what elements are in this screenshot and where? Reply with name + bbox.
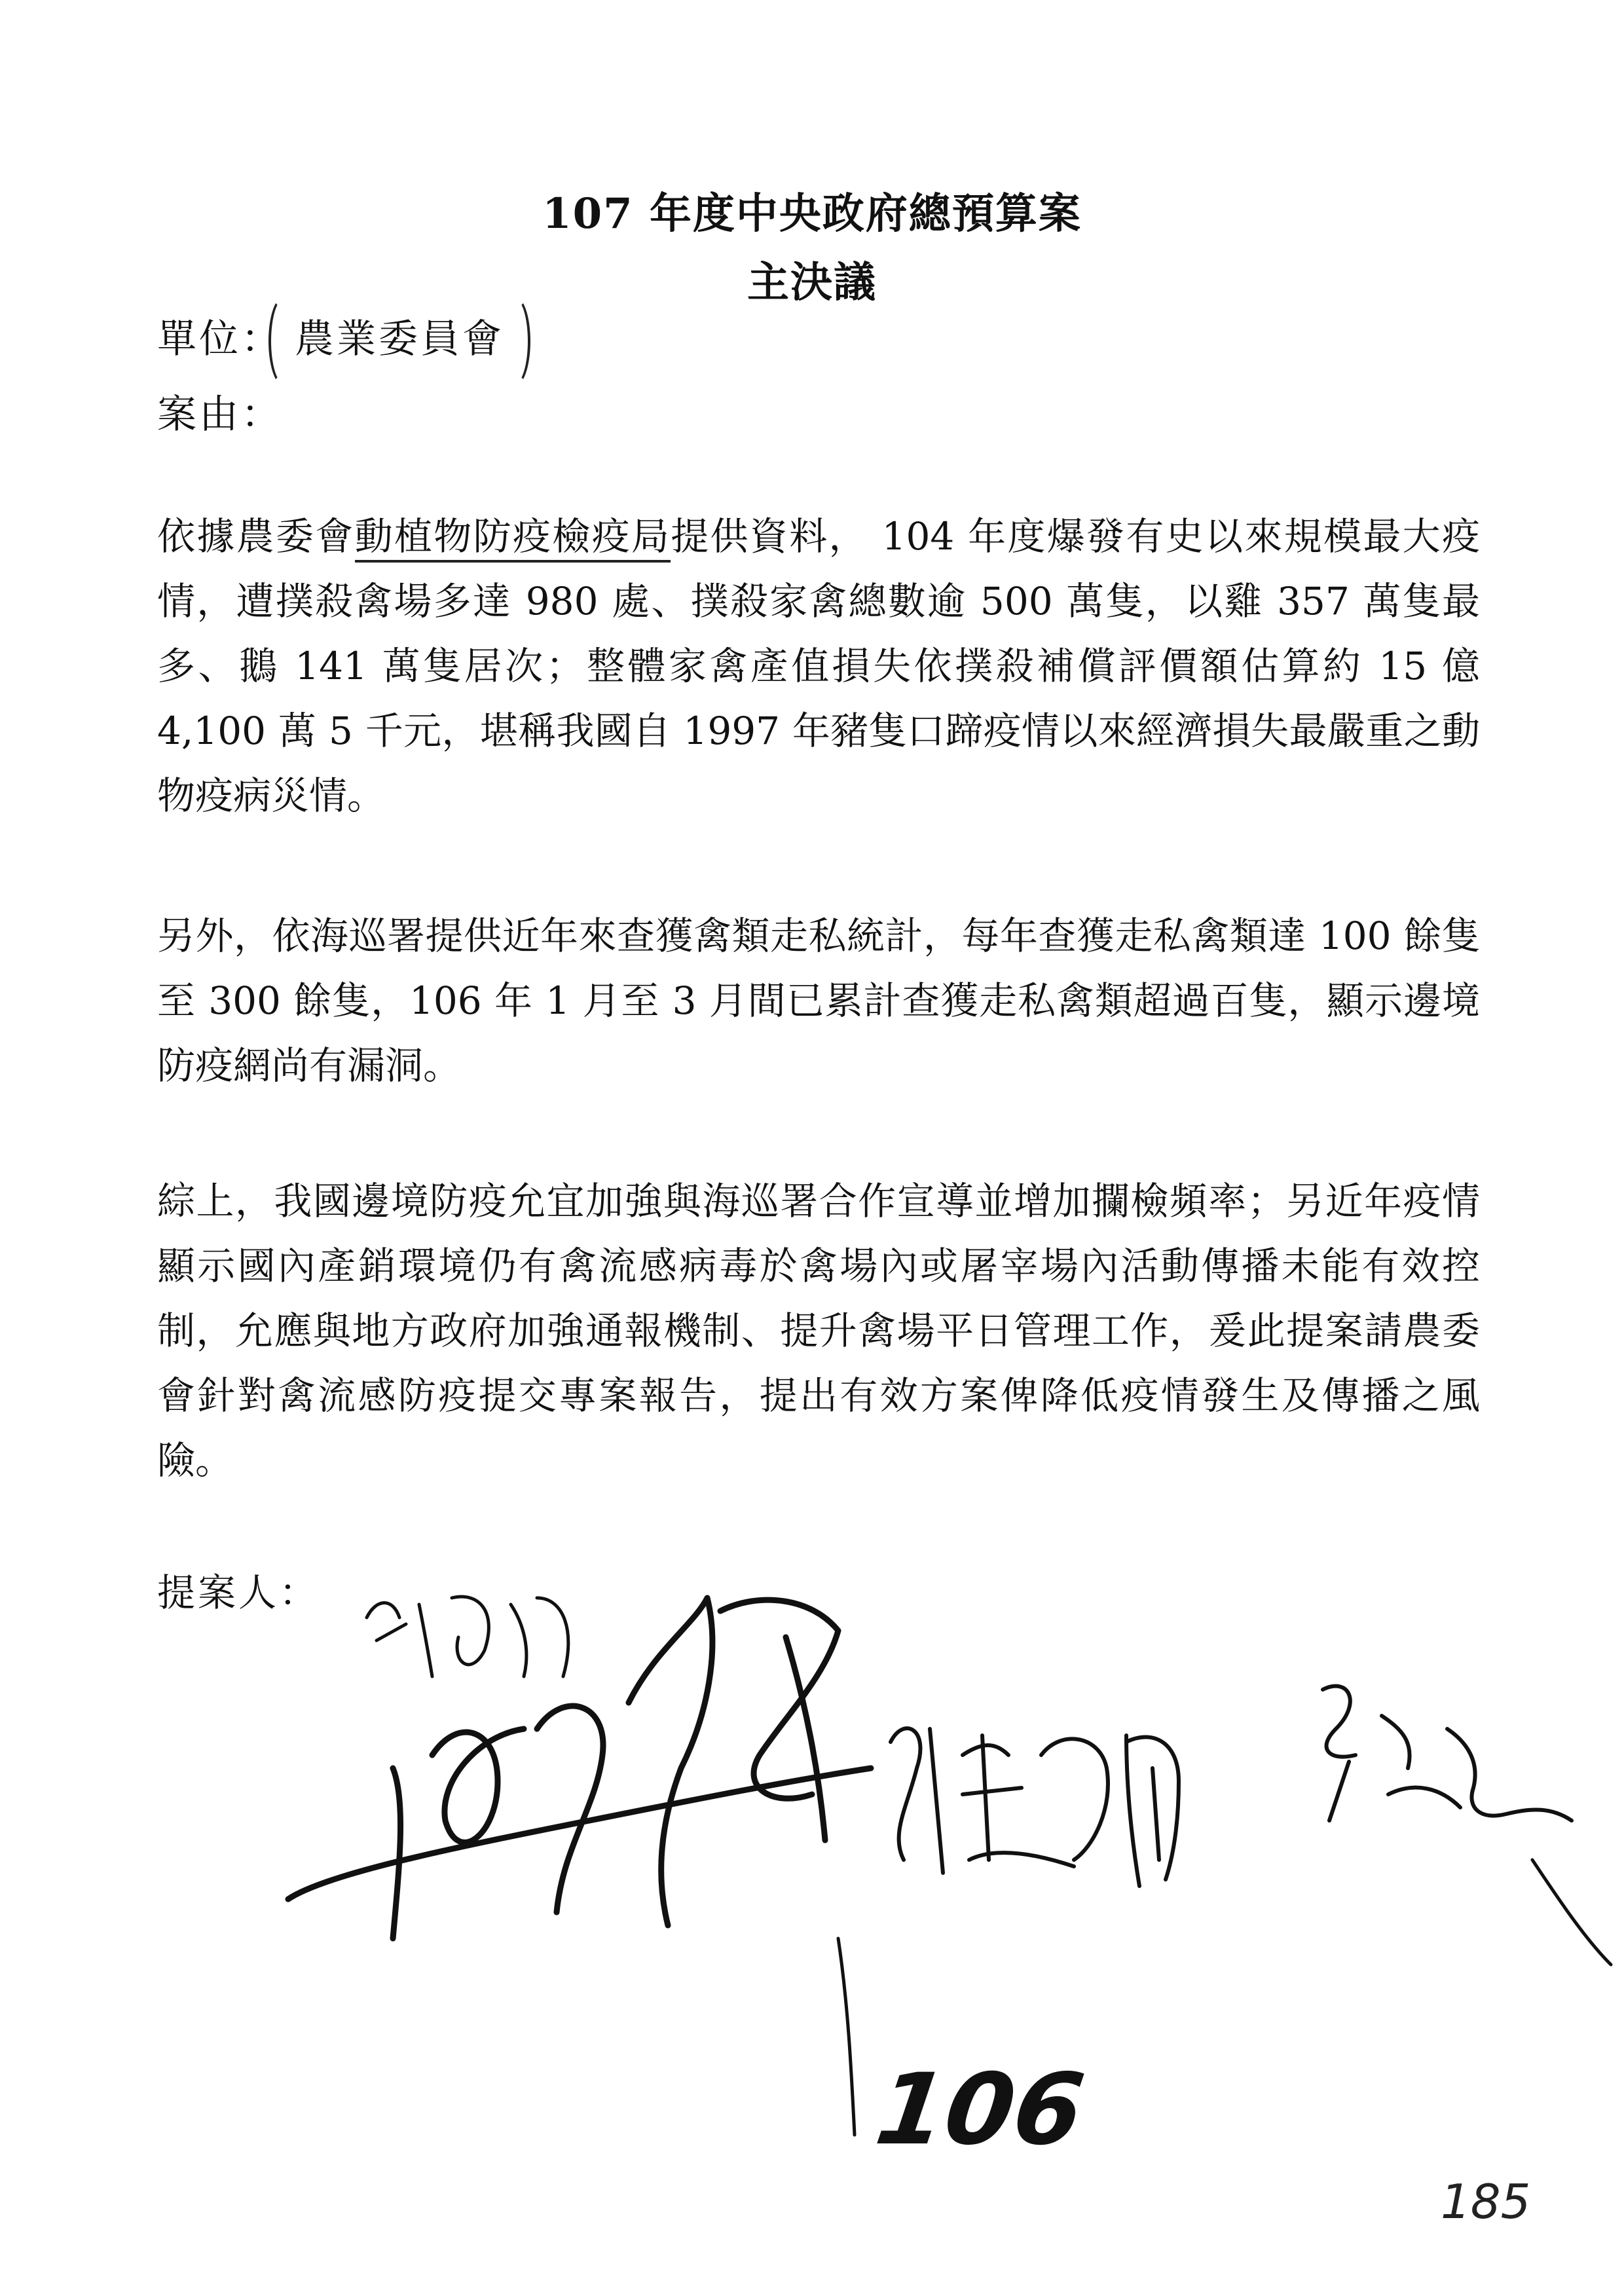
- unit-label: 單位：: [157, 316, 283, 362]
- paragraph-1-lead: 依據農委會: [157, 514, 355, 559]
- signature-2-mark: [288, 1598, 871, 1938]
- document-title: 107 年度中央政府總預算案: [542, 189, 1082, 238]
- signature-3-mark: [891, 1728, 1179, 1886]
- underlined-agency-name: 動植物防疫檢疫局: [355, 514, 671, 563]
- signature-4-mark: [1323, 1686, 1572, 1821]
- unit-value: 農業委員會: [295, 316, 504, 362]
- signature-tail-line-bottom: [838, 1938, 855, 2135]
- paragraph-conclusion: 綜上，我國邊境防疫允宜加強與海巡署合作宣導並增加攔檢頻率；另近年疫情顯示國內產銷環境仍有禽流感病毒於禽場內或屠宰場內活動傳播未能有效控制，允應與地方政府加強通報機制、提升禽場平日管理工作，爰此提案請農委會針對禽流感防疫提交專案報告，提出有效方案俾降低疫情發生及傳播之風險。: [157, 1179, 1480, 1483]
- signature-tail-line-right: [1532, 1860, 1611, 1965]
- signature-1-mark: [367, 1597, 568, 1676]
- document-subtitle: 主決議: [747, 258, 877, 307]
- paragraph-smuggling-data: 另外，依海巡署提供近年來查獲禽類走私統計，每年查獲走私禽類達 100 餘隻至 300 餘隻，106 年 1 月至 3 月間已累計查獲走私禽類超過百隻，顯示邊境防疫網尚有漏洞。: [157, 914, 1480, 1088]
- handwritten-page-number: 106: [869, 2053, 1091, 2167]
- paragraph-1-body: 提供資料， 104 年度爆發有史以來規模最大疫情，遭撲殺禽場多達 980 處、撲殺家禽總數逾 500 萬隻，以雞 357 萬隻最多、鵝 141 萬隻居次；整體家禽產值損失依撲殺補償評價額估算約 15 億 4,100 萬 5 千元，堪稱我國自 1997 年豬隻口蹄疫情以來經濟損失最嚴重之動物疫病災情。: [157, 514, 1480, 818]
- proposer-label: 提案人：: [157, 1570, 320, 1615]
- reason-label: 案由：: [157, 392, 283, 437]
- folio-number: 185: [1441, 2174, 1531, 2229]
